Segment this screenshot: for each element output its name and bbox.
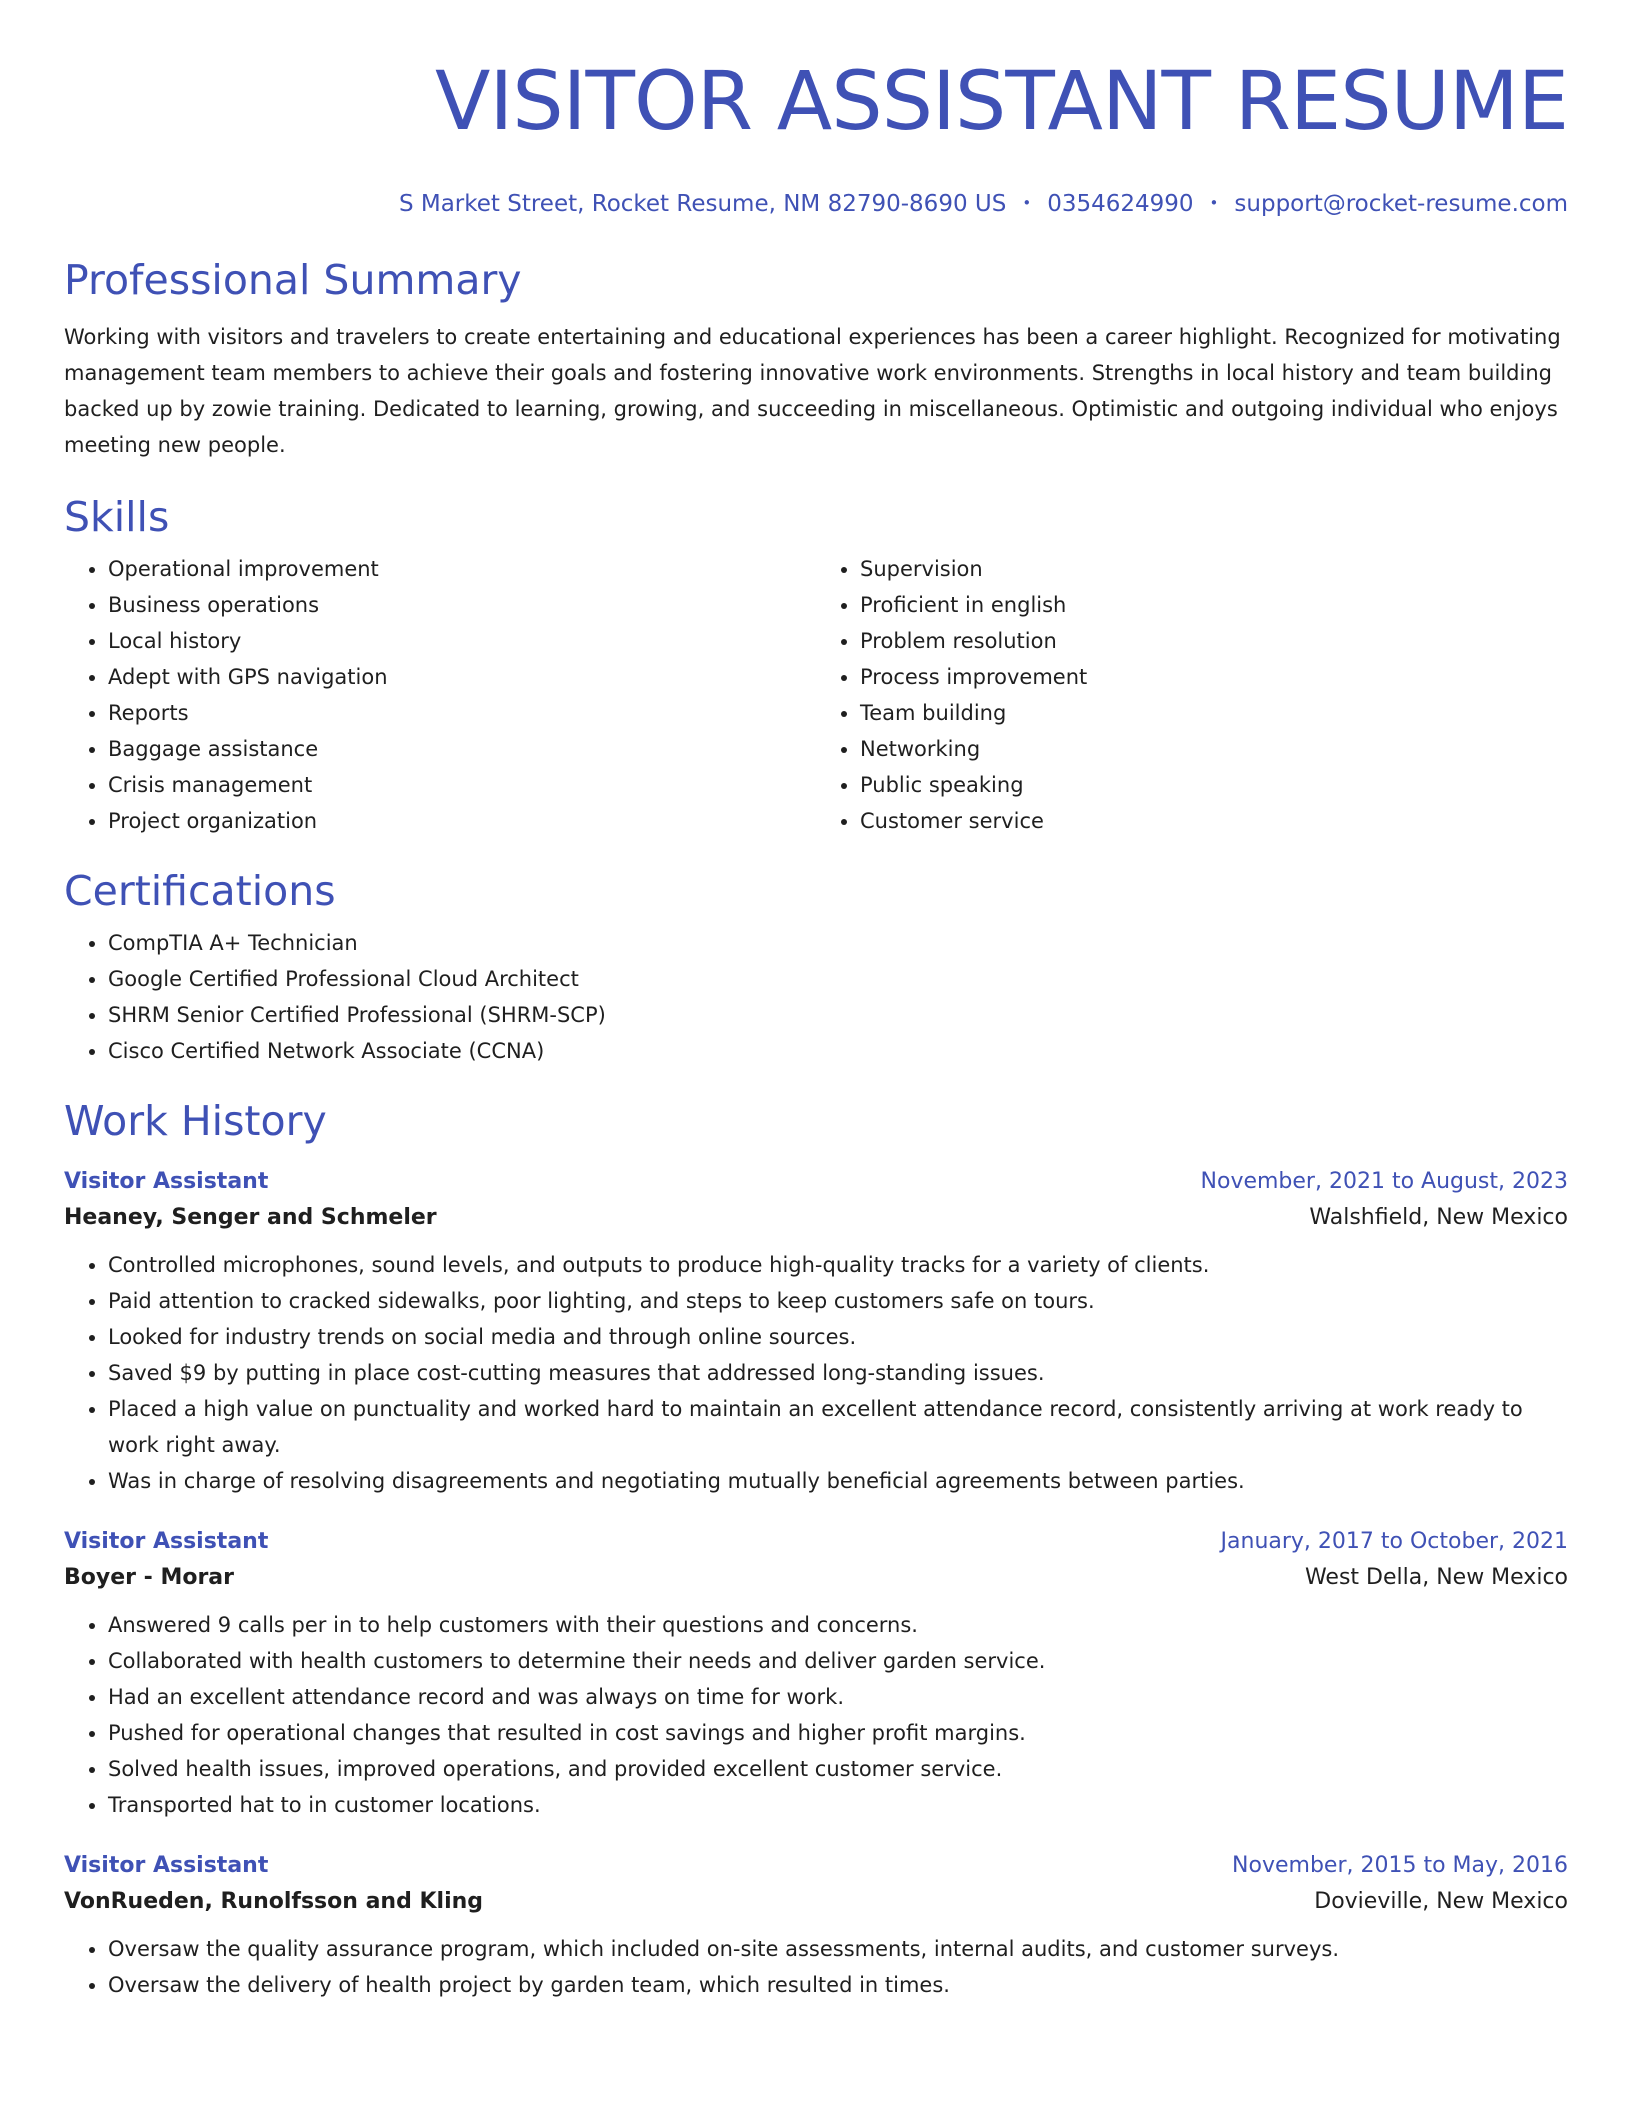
job-bullet: • Solved health issues, improved operations, and provided excellent customer service.	[108, 1751, 1568, 1787]
certification-item: • CompTIA A+ Technician	[108, 925, 1568, 961]
job-bullet: • Had an excellent attendance record and was always on time for work.	[108, 1679, 1568, 1715]
job-bullet: • Looked for industry trends on social media and through online sources.	[108, 1319, 1568, 1355]
job-company-row	[64, 1883, 1568, 1921]
job-title: Visitor Assistant	[64, 1529, 269, 1554]
job-company: VonRueden, Runolfsson and Kling	[64, 1889, 484, 1914]
skill-item: • Baggage assistance	[108, 731, 816, 767]
skills-grid	[64, 551, 1568, 839]
job-bullet: • Placed a high value on punctuality and worked hard to maintain an excellent attendance record, consistently arriving at work ready to work right away.	[108, 1391, 1568, 1463]
job-entry	[64, 1525, 1568, 1823]
job-dates: January, 2017 to October, 2021	[1220, 1529, 1568, 1554]
job-dates: November, 2015 to May, 2016	[1232, 1853, 1568, 1878]
contact-address: S Market Street, Rocket Resume, NM 82790-8690 US	[398, 191, 1007, 217]
skill-item: • Problem resolution	[860, 623, 1568, 659]
job-bullets	[64, 1931, 1568, 2003]
skill-item: • Project organization	[108, 803, 816, 839]
certification-item: • SHRM Senior Certified Professional (SHRM-SCP)	[108, 997, 1568, 1033]
skills-right-column	[816, 551, 1568, 839]
job-bullet: • Paid attention to cracked sidewalks, poor lighting, and steps to keep customers safe on tours.	[108, 1283, 1568, 1319]
job-bullets	[64, 1247, 1568, 1499]
skills-heading: Skills	[64, 493, 170, 541]
contact-email: support@rocket-resume.com	[1234, 191, 1568, 217]
certification-item: • Cisco Certified Network Associate (CCNA)	[108, 1033, 1568, 1069]
skills-left-column	[64, 551, 816, 839]
contact-separator: •	[1209, 194, 1219, 212]
job-header-row	[64, 1525, 1568, 1559]
certification-item: • Google Certified Professional Cloud Architect	[108, 961, 1568, 997]
job-dates: November, 2021 to August, 2023	[1200, 1169, 1568, 1194]
skill-item: • Reports	[108, 695, 816, 731]
job-location: Dovieville, New Mexico	[1314, 1889, 1568, 1914]
job-bullet: • Pushed for operational changes that resulted in cost savings and higher profit margins.	[108, 1715, 1568, 1751]
job-bullet: • Controlled microphones, sound levels, and outputs to produce high-quality tracks for a variety of clients.	[108, 1247, 1568, 1283]
job-title: Visitor Assistant	[64, 1853, 269, 1878]
skill-item: • Process improvement	[860, 659, 1568, 695]
certifications-heading: Certifications	[64, 867, 336, 915]
resume-title: VISITOR ASSISTANT RESUME	[434, 55, 1568, 149]
job-bullet: • Saved $9 by putting in place cost-cutting measures that addressed long-standing issues.	[108, 1355, 1568, 1391]
skill-item: • Crisis management	[108, 767, 816, 803]
job-title: Visitor Assistant	[64, 1169, 269, 1194]
skill-item: • Adept with GPS navigation	[108, 659, 816, 695]
job-bullet: • Transported hat to in customer locations.	[108, 1787, 1568, 1823]
certifications-list	[64, 925, 1568, 1069]
skill-item: • Team building	[860, 695, 1568, 731]
job-entry	[64, 1165, 1568, 1499]
job-bullet: • Collaborated with health customers to determine their needs and deliver garden service.	[108, 1643, 1568, 1679]
summary-heading: Professional Summary	[64, 256, 522, 304]
skill-item: • Local history	[108, 623, 816, 659]
skill-item: • Operational improvement	[108, 551, 816, 587]
job-company-row	[64, 1199, 1568, 1237]
job-company: Boyer - Morar	[64, 1565, 234, 1590]
summary-text: Working with visitors and travelers to create entertaining and educational experiences has been a career highlight. Recognized for motivating management team members to achieve their goals and fostering innovative work environments. Strengths in local history and team building backed up by zowie training. Dedicated to learning, growing, and succeeding in miscellaneous. Optimistic and outgoing individual who enjoys meeting new people.	[64, 325, 1561, 457]
job-company: Heaney, Senger and Schmeler	[64, 1205, 437, 1230]
skill-item: • Public speaking	[860, 767, 1568, 803]
job-bullet: • Answered 9 calls per in to help customers with their questions and concerns.	[108, 1607, 1568, 1643]
job-bullet: • Oversaw the quality assurance program, which included on-site assessments, internal audits, and customer surveys.	[108, 1931, 1568, 1967]
job-bullets	[64, 1607, 1568, 1823]
contact-separator: •	[1022, 194, 1032, 212]
job-entry	[64, 1849, 1568, 2003]
job-bullet: • Was in charge of resolving disagreements and negotiating mutually beneficial agreements between parties.	[108, 1463, 1568, 1499]
contact-line	[64, 188, 1568, 219]
job-location: Walshfield, New Mexico	[1309, 1205, 1568, 1230]
skill-item: • Supervision	[860, 551, 1568, 587]
skill-item: • Business operations	[108, 587, 816, 623]
skill-item: • Proficient in english	[860, 587, 1568, 623]
job-bullet: • Oversaw the delivery of health project by garden team, which resulted in times.	[108, 1967, 1568, 2003]
resume-page	[64, 0, 1568, 2003]
job-company-row	[64, 1559, 1568, 1597]
contact-phone: 0354624990	[1047, 191, 1194, 217]
job-header-row	[64, 1849, 1568, 1883]
job-location: West Della, New Mexico	[1304, 1565, 1568, 1590]
job-header-row	[64, 1165, 1568, 1199]
skill-item: • Networking	[860, 731, 1568, 767]
work-history-heading: Work History	[64, 1097, 327, 1145]
skill-item: • Customer service	[860, 803, 1568, 839]
